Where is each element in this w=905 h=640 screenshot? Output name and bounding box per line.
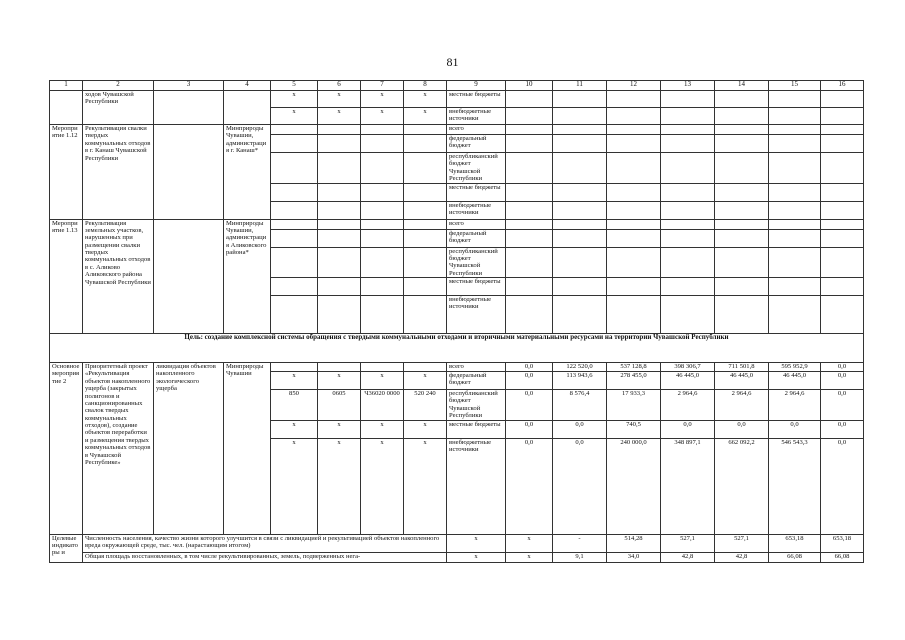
- funding-source: местные бюджеты: [447, 278, 506, 296]
- measure-name: Рекультивация свалки твердых коммунальных отходов в г. Канаш Чувашской Республики: [83, 125, 154, 220]
- funding-source: федеральный бюджет: [447, 135, 506, 153]
- table-row: x x x x федеральный бюджет 0,0 113 943,6 278 455,0 46 445,0 46 445,0 46 445,0 0,0: [50, 372, 864, 390]
- indicator-text: Численность населения, качество жизни которого улучшится в связи с ликвидацией и рекультивацией объектов накопленного вреда окружающей среде, тыс. чел. (нарастающим итогом): [83, 534, 447, 552]
- funding-source: местные бюджеты: [447, 420, 506, 438]
- table-row: x x x x внебюджетные источники: [50, 108, 864, 125]
- indicators-label: Целевые индикаторы и: [50, 534, 83, 562]
- col-header: 10: [506, 81, 553, 91]
- table-row: [50, 125, 864, 135]
- col-header: 8: [404, 81, 447, 91]
- indicator-row: Общая площадь восстановленных, в том числе рекультивированных, земель, подверженных нега- x x 9,1 34,0 42,8 42,8 66,08 66,08: [50, 552, 864, 562]
- funding-source: федеральный бюджет: [447, 229, 506, 247]
- col-header: 14: [715, 81, 769, 91]
- page-number: 81: [446, 55, 459, 69]
- measure-name: Рекультивация земельных участков, нарушенных при размещении свалки твердых коммунальных отходов в с. Аликово Аликовского района Чувашской Республики: [83, 219, 154, 334]
- funding-source: республиканский бюджет Чувашской Республики: [447, 153, 506, 184]
- col-header: 13: [661, 81, 715, 91]
- measure-name: Приоритетный проект «Рекультивация объектов накопленного ущерба (закрытых полигонов и санкционированных свалок твердых коммунальных отходов), создание объектов переработки и размещения твердых коммунальных отходов в Чувашской Республике»: [83, 363, 154, 535]
- funding-source: всего: [447, 125, 506, 135]
- funding-source: внебюджетные источники: [447, 108, 506, 125]
- measure-label: Основное мероприятие 2: [50, 363, 83, 535]
- col-header: 1: [50, 81, 83, 91]
- budget-table: [49, 80, 864, 563]
- executor: Минприроды Чувашии: [224, 363, 271, 535]
- executor: Минприроды Чувашии, администрация Аликовского района*: [224, 219, 271, 334]
- goal-link: ликвидация объектов накопленного экологического ущерба: [154, 363, 224, 535]
- funding-source: внебюджетные источники: [447, 201, 506, 219]
- funding-source: внебюджетные источники: [447, 296, 506, 334]
- measure-label: Мероприятие 1.12: [50, 125, 83, 220]
- goal-heading: Цель: создание комплексной системы обращения с твердыми коммунальными отходами и вторичными материальными ресурсами на территории Чувашской Республики: [50, 334, 864, 363]
- funding-source: всего: [447, 363, 506, 372]
- funding-source: местные бюджеты: [447, 183, 506, 201]
- col-header: 5: [271, 81, 318, 91]
- table-row: ходов Чувашской Республики x x x x местные бюджеты: [50, 91, 864, 108]
- table-row: x x x x внебюджетные источники 0,0 0,0 240 000,0 348 897,1 662 092,2 546 543,3 0,0: [50, 438, 864, 534]
- table-row: Основное мероприятие 2 Приоритетный проект «Рекультивация объектов накопленного ущерба (закрытых полигонов и санкционированных свалок твердых коммунальных отходов), создание объектов переработки и размещения твердых коммунальных отходов в Чувашской Республике» ликвидация объектов накопленного экологического ущерба Минприроды Чувашии всего 0,0 122 520,0 537 128,8 398 306,7 711 501,8 595 952,9 0,0: [50, 363, 864, 372]
- indicator-text: Общая площадь восстановленных, в том числе рекультивированных, земель, подверженных нега-: [83, 552, 447, 562]
- funding-source: всего: [447, 219, 506, 229]
- col-header: 3: [154, 81, 224, 91]
- col-header: 7: [361, 81, 404, 91]
- measure-label: Мероприятие 1.13: [50, 219, 83, 334]
- col-header: 16: [821, 81, 864, 91]
- col-header: 12: [607, 81, 661, 91]
- col-header: 4: [224, 81, 271, 91]
- col-header: 9: [447, 81, 506, 91]
- col-header: 6: [318, 81, 361, 91]
- col-header: 2: [83, 81, 154, 91]
- funding-source: республиканский бюджет Чувашской Республики: [447, 247, 506, 278]
- col-header: 15: [769, 81, 821, 91]
- table-row: [50, 219, 864, 229]
- indicator-row: Целевые индикаторы и Численность населения, качество жизни которого улучшится в связи с ликвидацией и рекультивацией объектов накопленного вреда окружающей среде, тыс. чел. (нарастающим итогом) x x - 514,28 527,1 527,1 653,18 653,18: [50, 534, 864, 552]
- funding-source: внебюджетные источники: [447, 438, 506, 534]
- funding-source: федеральный бюджет: [447, 372, 506, 390]
- funding-source: республиканский бюджет Чувашской Республики: [447, 390, 506, 421]
- funding-source: местные бюджеты: [447, 91, 506, 108]
- measure-name: ходов Чувашской Республики: [83, 91, 154, 125]
- col-header: 11: [553, 81, 607, 91]
- column-number-row: [50, 81, 864, 91]
- executor: Минприроды Чувашии, администрация г. Канаш*: [224, 125, 271, 220]
- table-row: 850 0605 Ч36020 0000 520 240 республиканский бюджет Чувашской Республики 0,0 8 576,4 17 933,3 2 964,6 2 964,6 2 964,6 0,0: [50, 390, 864, 421]
- goal-row: [50, 334, 864, 363]
- table-row: x x x x местные бюджеты 0,0 0,0 740,5 0,0 0,0 0,0 0,0: [50, 420, 864, 438]
